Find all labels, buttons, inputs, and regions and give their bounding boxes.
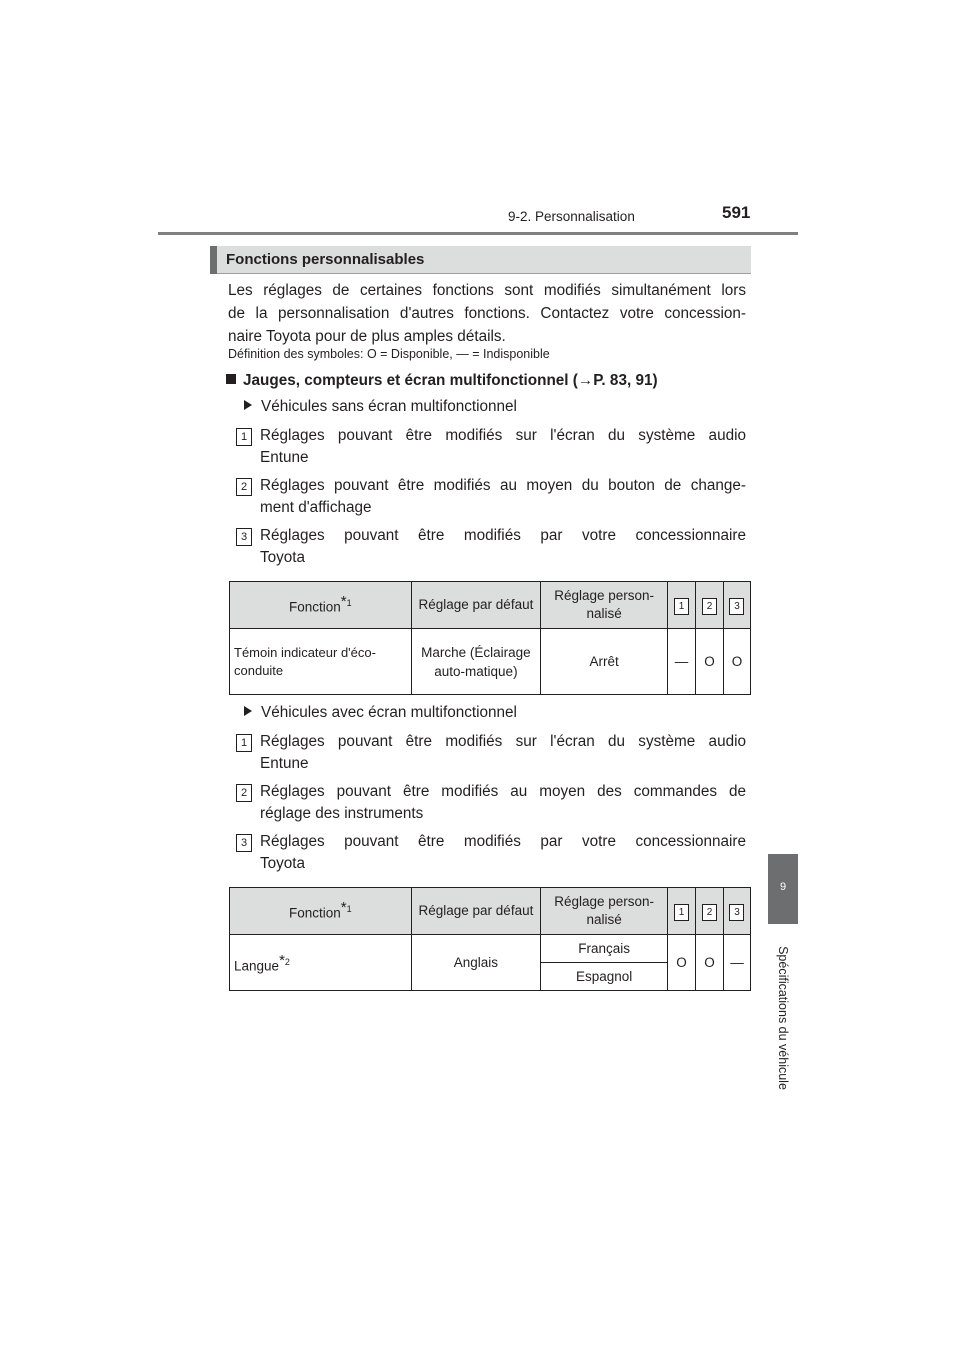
square-bullet-icon <box>226 374 236 384</box>
subheading-ref: P. 83, 91) <box>593 372 658 389</box>
number-badge: 2 <box>236 784 252 802</box>
table-row <box>230 935 751 963</box>
item-line: ment d'affichage <box>260 499 372 516</box>
cell-col-1: — <box>668 629 696 695</box>
symbol-definition: Définition des symboles: O = Disponible, — = Indisponible <box>228 347 550 361</box>
intro-line: naire Toyota pour de plus amples détails. <box>228 328 506 345</box>
subheading-text: Jauges, compteurs et écran multifonctionnel ( <box>243 372 578 389</box>
header-default: Réglage par défaut <box>411 582 541 629</box>
triangle-bullet-icon <box>244 400 252 410</box>
group2-item <box>236 831 748 877</box>
page-number: 591 <box>722 203 751 222</box>
intro-line: de la personnalisation d'autres fonctions. Contactez votre concession- <box>228 305 746 322</box>
table-header-row <box>230 582 751 629</box>
cell-function: Langue$^{*2}$ <box>230 935 412 991</box>
header-section-title: 9-2. Personnalisation <box>508 209 635 224</box>
header-function: Fonction$^{*1}$ <box>230 582 412 629</box>
group2-item <box>236 781 748 827</box>
number-badge: 3 <box>236 528 252 546</box>
cell-default: Anglais <box>411 935 541 991</box>
number-badge: 2 <box>702 904 717 921</box>
group1-title <box>244 398 517 416</box>
item-line: Réglages pouvant être modifiés sur l'écran du système audio <box>260 427 746 444</box>
number-badge: 2 <box>702 598 717 615</box>
item-line: Réglages pouvant être modifiés au moyen du bouton de change- <box>260 477 746 494</box>
header-default: Réglage par défaut <box>411 888 541 935</box>
cell-custom-1: Français <box>541 935 668 963</box>
section-title: Fonctions personnalisables <box>226 251 425 268</box>
cell-col-3: O <box>723 629 750 695</box>
item-line: Réglages pouvant être modifiés par votre concessionnaire <box>260 833 746 850</box>
number-badge: 1 <box>236 428 252 446</box>
cell-function: Témoin indicateur d'éco-conduite <box>230 629 412 695</box>
number-badge: 3 <box>729 598 744 615</box>
header-col-2 <box>695 582 723 629</box>
cell-custom: Arrêt <box>541 629 668 695</box>
intro-paragraph <box>228 279 746 348</box>
number-badge: 1 <box>674 598 689 615</box>
triangle-bullet-icon <box>244 706 252 716</box>
item-line: Réglages pouvant être modifiés par votre concessionnaire <box>260 527 746 544</box>
cell-default: Marche (Éclairage auto-matique) <box>411 629 541 695</box>
cell-col-1: O <box>668 935 696 991</box>
table-header-row <box>230 888 751 935</box>
item-line: Toyota <box>260 549 306 566</box>
group2-title-text: Véhicules avec écran multifonctionnel <box>261 704 517 721</box>
group1-title-text: Véhicules sans écran multifonctionnel <box>261 398 517 415</box>
number-badge: 1 <box>236 734 252 752</box>
cell-col-3: — <box>723 935 750 991</box>
header-custom: Réglage person-nalisé <box>541 888 668 935</box>
header-col-1 <box>668 888 696 935</box>
header-col-2 <box>696 888 724 935</box>
item-line: Réglages pouvant être modifiés au moyen des commandes de <box>260 783 746 800</box>
number-badge: 2 <box>236 478 252 496</box>
number-badge: 1 <box>674 904 689 921</box>
item-line: Entune <box>260 449 309 466</box>
cell-custom-2: Espagnol <box>541 963 668 991</box>
subheading <box>226 372 658 390</box>
section-title-accent <box>210 246 217 274</box>
group2-title <box>244 704 517 722</box>
item-line: Réglages pouvant être modifiés sur l'écran du système audio <box>260 733 746 750</box>
intro-line: Les réglages de certaines fonctions sont modifiés simultanément lors <box>228 282 746 299</box>
item-line: Entune <box>260 755 309 772</box>
number-badge: 3 <box>236 834 252 852</box>
chapter-number: 9 <box>779 881 787 893</box>
group2-table <box>229 887 751 991</box>
cell-col-2: O <box>695 629 723 695</box>
chapter-label-text: Spécifications du véhicule <box>776 946 790 1090</box>
item-line: réglage des instruments <box>260 805 424 822</box>
group2-item <box>236 731 748 777</box>
arrow-icon: → <box>577 372 594 389</box>
group1-item <box>236 425 748 471</box>
table-row <box>230 629 751 695</box>
header-custom: Réglage person-nalisé <box>541 582 668 629</box>
header-col-3 <box>723 582 750 629</box>
header-col-3 <box>723 888 750 935</box>
number-badge: 3 <box>729 904 744 921</box>
chapter-label <box>772 934 794 1102</box>
header-function: Fonction$^{*1}$ <box>230 888 412 935</box>
group1-item <box>236 525 748 571</box>
group1-table <box>229 581 751 695</box>
header-rule <box>158 232 798 235</box>
header-col-1 <box>668 582 696 629</box>
item-line: Toyota <box>260 855 306 872</box>
cell-col-2: O <box>696 935 724 991</box>
group1-item <box>236 475 748 521</box>
